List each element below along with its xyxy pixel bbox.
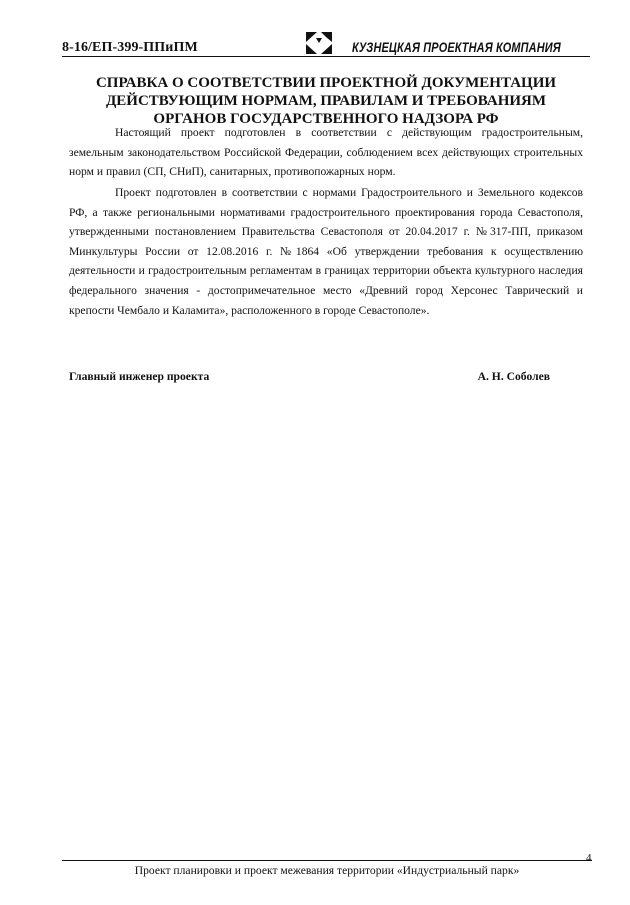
footer-project-title: Проект планировки и проект межевания территории «Индустриальный парк» bbox=[134, 864, 520, 877]
header-divider bbox=[62, 56, 590, 57]
company-name: КУЗНЕЦКАЯ ПРОЕКТНАЯ КОМПАНИЯ bbox=[352, 39, 561, 55]
paragraph-regulations: Проект подготовлен в соответствии с нормами Градостроительного и Земельного кодексов РФ, а также региональными нормативами градостроительного проектирования города Севастополя, утвержденными постановлением Правительства Севастополя от 20.04.2017 г. №317-ПП, приказом Минкультуры России от 12.08.2016 г. №1864 «Об утверждении требования к осуществлению деятельности и градостроительным регламентам в границах территории объекта культурного наследия федерального значения - достопримечательное место «Древний город Херсонес Таврический и крепости Чембало и Каламита», расположенного в городе Севастополе». bbox=[69, 186, 583, 317]
page-header bbox=[62, 30, 590, 60]
company-logo-icon bbox=[304, 30, 334, 56]
page-number: 4 bbox=[586, 852, 592, 864]
signatory-position: Главный инженер проекта bbox=[69, 370, 210, 383]
signatory-name: А. Н. Соболев bbox=[477, 370, 550, 383]
paragraph-compliance: Настоящий проект подготовлен в соответствии с действующим градостроительным, земельным законодательством Российской Федерации, соблюдением всех действующих строительных норм и правил (СП, СНиП), санитарных, противопожарных норм. bbox=[69, 126, 583, 179]
title-line-3: ОРГАНОВ ГОСУДАРСТВЕННОГО НАДЗОРА РФ bbox=[153, 111, 499, 127]
document-code: 8-16/ЕП-399-ППиПМ bbox=[62, 40, 198, 55]
footer-divider bbox=[62, 860, 592, 861]
title-line-2: ДЕЙСТВУЮЩИМ НОРМАМ, ПРАВИЛАМ И ТРЕБОВАНИЯМ bbox=[105, 93, 547, 109]
document-title bbox=[62, 74, 590, 128]
title-line-1: СПРАВКА О СООТВЕТСТВИИ ПРОЕКТНОЙ ДОКУМЕНТАЦИИ bbox=[95, 75, 557, 91]
